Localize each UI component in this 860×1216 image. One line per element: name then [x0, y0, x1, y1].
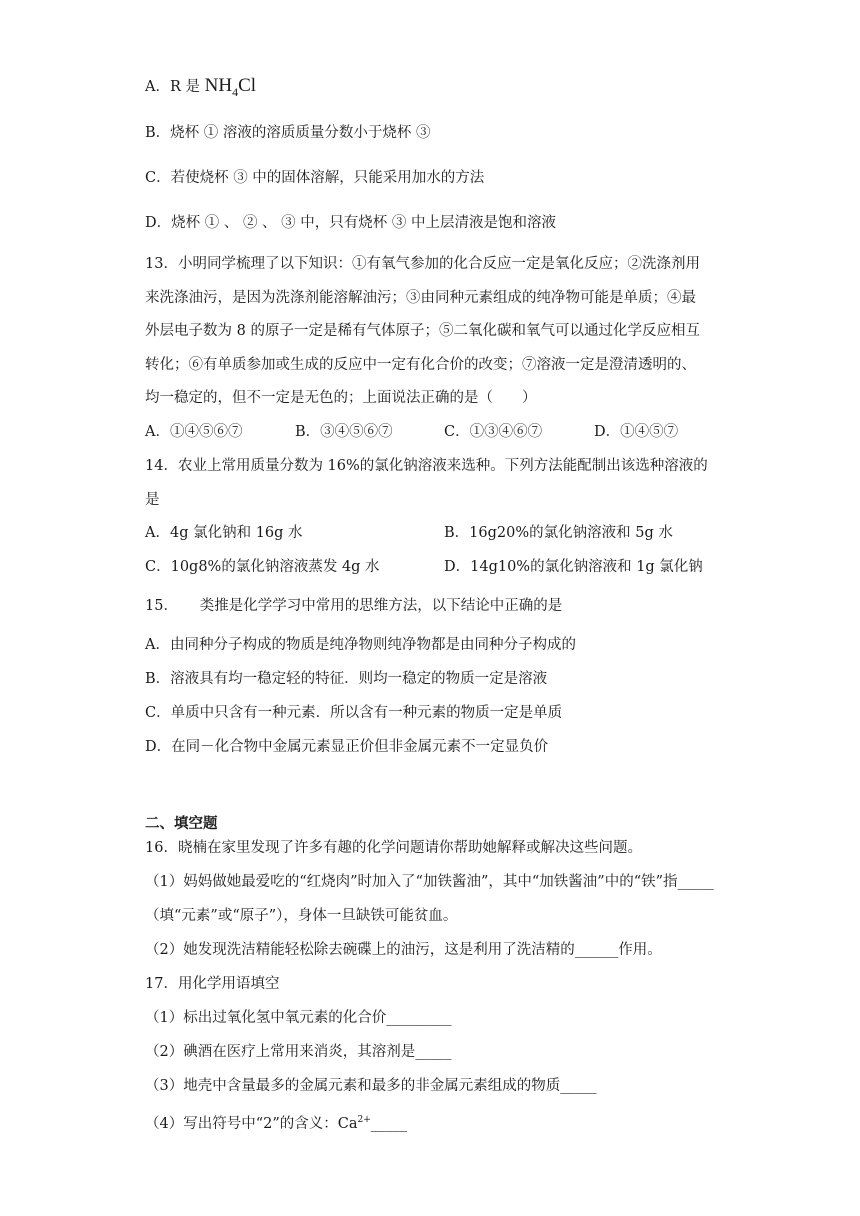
q17-stem: 17．用化学用语填空 — [145, 976, 280, 992]
q15-option-b: B．溶液具有均一稳定轻的特征．则均一稳定的物质一定是溶液 — [145, 671, 548, 687]
q12-option-c: C．若使烧杯 ③ 中的固体溶解，只能采用加水的方法 — [145, 170, 485, 186]
q15-stem: 15． 类推是化学学习中常用的思维方法，以下结论中正确的是 — [145, 598, 563, 614]
q13-option-c: C．①③④⑥⑦ — [444, 424, 543, 440]
q17-part-4 — [145, 1110, 407, 1134]
q17-part-3: （3）地壳中含量最多的金属元素和最多的非金属元素组成的物质_____ — [145, 1078, 597, 1094]
q13-stem-line-4: 转化；⑥有单质参加或生成的反应中一定有化合价的改变；⑦溶液一定是澄清透明的、 — [145, 357, 696, 373]
q15-option-c: C．单质中只含有一种元素．所以含有一种元素的物质一定是单质 — [145, 705, 563, 721]
section-title: 二、填空题 — [145, 816, 218, 832]
q13-stem-line-1: 13．小明同学梳理了以下知识：①有氧气参加的化合反应一定是氧化反应；②洗涤剂用 — [145, 256, 700, 272]
q16-part-1-line-2: （填“元素”或“原子”），身体一旦缺铁可能贫血。 — [145, 908, 458, 924]
q13-option-d: D．①④⑤⑦ — [594, 424, 679, 440]
q14-stem-line-1: 14．农业上常用质量分数为 16%的氯化钠溶液来选种。下列方法能配制出该选种溶液的 — [145, 458, 708, 474]
q12-option-b: B．烧杯 ① 溶液的溶质质量分数小于烧杯 ③ — [145, 125, 431, 141]
q14-option-b: B．16g20%的氯化钠溶液和 5g 水 — [444, 525, 673, 541]
q14-stem-line-2: 是 — [145, 492, 160, 508]
q13-option-b: B．③④⑤⑥⑦ — [295, 424, 393, 440]
ion-charge: 2+ — [357, 1115, 371, 1125]
q16-part-2: （2）她发现洗洁精能轻松除去碗碟上的油污，这是利用了洗洁精的______作用。 — [145, 942, 662, 958]
q14-option-a: A．4g 氯化钠和 16g 水 — [145, 525, 303, 541]
q13-option-a: A．①④⑤⑥⑦ — [145, 424, 243, 440]
q13-stem-line-5: 均一稳定的，但不一定是无色的；上面说法正确的是（ ） — [145, 390, 537, 406]
q14-option-d: D．14g10%的氯化钠溶液和 1g 氯化钠 — [444, 559, 703, 575]
option-text: A．R 是 — [145, 79, 205, 95]
q13-stem-line-3: 外层电子数为 8 的原子一定是稀有气体原子；⑤二氧化碳和氧气可以通过化学反应相互 — [145, 323, 700, 339]
answer-blank: _____ — [370, 1115, 408, 1132]
q15-option-a: A．由同种分子构成的物质是纯净物则纯净物都是由同种分子构成的 — [145, 637, 576, 653]
q16-stem: 16．晓楠在家里发现了许多有趣的化学问题请你帮助她解释或解决这些问题。 — [145, 840, 642, 856]
formula-nh4cl: $NH_4Cl$ — [204, 75, 257, 99]
q12-option-a — [145, 76, 256, 102]
q14-option-c: C．10g8%的氯化钠溶液蒸发 4g 水 — [145, 559, 380, 575]
q16-part-1-line-1: （1）妈妈做她最爱吃的“红烧肉”时加入了“加铁酱油”，其中“加铁酱油”中的“铁”指_____ — [145, 874, 714, 890]
q13-stem-line-2: 来洗涤油污，是因为洗涤剂能溶解油污；③由同种元素组成的纯净物可能是单质；④最 — [145, 290, 696, 306]
q17-part-4-text: （4）写出符号中“2”的含义：Ca — [145, 1115, 358, 1132]
q17-part-2: （2）碘酒在医疗上常用来消炎，其溶剂是_____ — [145, 1044, 452, 1060]
q17-part-1: （1）标出过氧化氢中氧元素的化合价_________ — [145, 1010, 452, 1026]
q15-option-d: D．在同－化合物中金属元素显正价但非金属元素不一定显负价 — [145, 739, 549, 755]
q12-option-d: D．烧杯 ① 、 ② 、 ③ 中，只有烧杯 ③ 中上层清液是饱和溶液 — [145, 215, 556, 231]
